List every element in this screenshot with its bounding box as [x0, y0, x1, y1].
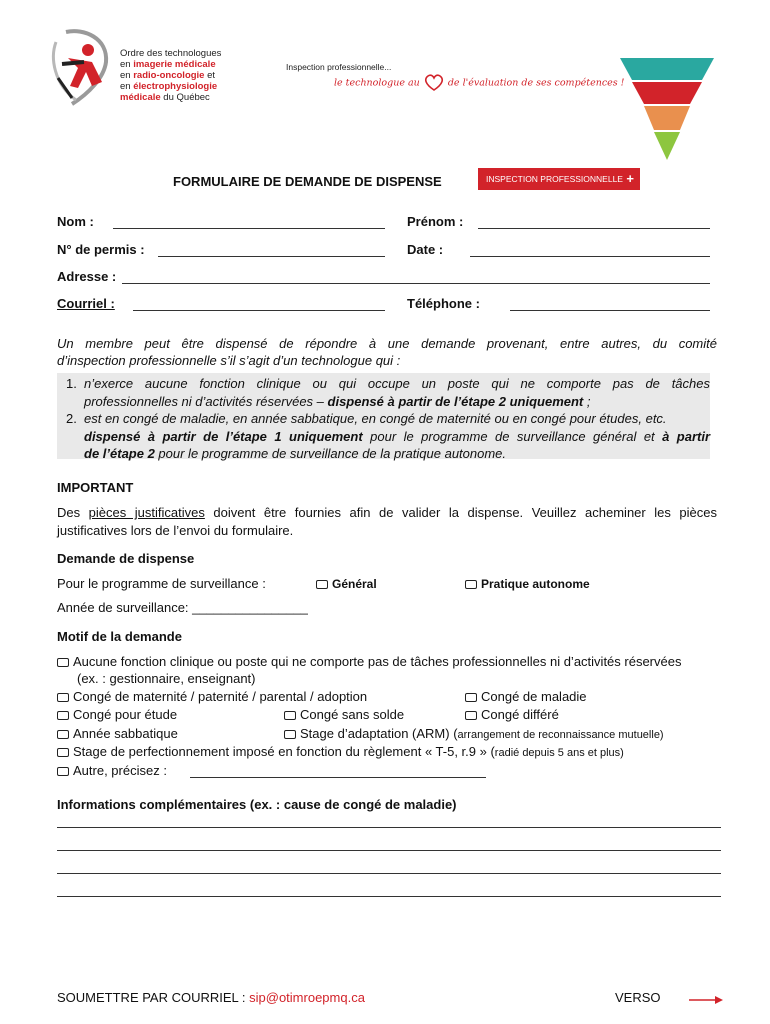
permis-field[interactable] — [158, 256, 385, 257]
badge-label: INSPECTION PROFESSIONNELLE — [486, 174, 623, 184]
courriel-field[interactable] — [133, 310, 385, 311]
motif-option-1-example: (ex. : gestionnaire, enseignant) — [77, 671, 256, 686]
nom-field[interactable] — [113, 228, 385, 229]
intro-text — [57, 335, 717, 369]
autre-field[interactable] — [190, 777, 486, 778]
logo-figure-icon — [48, 28, 114, 108]
motif-option-8[interactable]: Stage d’adaptation (ARM) (arrangement de reconnaissance mutuelle) — [284, 726, 664, 741]
inspection-badge — [478, 168, 640, 190]
autonome-option[interactable]: Pratique autonome — [465, 577, 590, 591]
motif-option-6[interactable]: Congé différé — [465, 707, 559, 722]
condition-item-1: 1. n’exerce aucune fonction clinique ou qui occupe un poste qui ne comporte pas de tâches professionnelles ni d’activités réservées – dispensé à partir de l’étape 2 uniquement ; — [66, 376, 710, 409]
logo-line: en imagerie médicale — [120, 59, 216, 70]
submit-email-link[interactable]: sip@otimroepmq.ca — [249, 990, 365, 1005]
general-option[interactable]: Général — [316, 577, 377, 591]
intro-line: d’inspection professionnelle s’il s’agit d’un technologue qui : — [57, 353, 401, 368]
demande-title: Demande de dispense — [57, 551, 195, 566]
tagline-top: Inspection professionnelle... — [286, 62, 392, 72]
motif-option-1[interactable]: Aucune fonction clinique ou poste qui ne comporte pas de tâches professionnelles ni d’activités réservées — [57, 654, 681, 669]
logo-line: en radio-oncologie et — [120, 70, 216, 81]
checkbox-icon[interactable] — [284, 711, 296, 720]
prenom-label: Prénom : — [407, 214, 464, 229]
motif-option-10[interactable]: Autre, précisez : — [57, 763, 167, 778]
checkbox-icon[interactable] — [57, 748, 69, 757]
info-title: Informations complémentaires (ex. : cause de congé de maladie) — [57, 797, 457, 812]
logo-line: Ordre des technologues — [120, 48, 222, 59]
tagline-right: de l'évaluation de ses compétences ! — [447, 77, 625, 89]
important-title: IMPORTANT — [57, 480, 134, 495]
annee-field[interactable]: Année de surveillance: ________________ — [57, 600, 308, 615]
checkbox-icon[interactable] — [57, 658, 69, 667]
checkbox-icon[interactable] — [57, 711, 69, 720]
date-field[interactable] — [470, 256, 710, 257]
logo — [48, 28, 248, 113]
checkbox-icon[interactable] — [57, 730, 69, 739]
info-line-1[interactable] — [57, 827, 721, 828]
telephone-field[interactable] — [510, 310, 710, 311]
submit-text: SOUMETTRE PAR COURRIEL : sip@otimroepmq.ca — [57, 990, 365, 1005]
verso-label: VERSO — [615, 990, 661, 1005]
info-line-4[interactable] — [57, 896, 721, 897]
adresse-label: Adresse : — [57, 269, 117, 284]
checkbox-icon[interactable] — [465, 580, 477, 589]
adresse-field[interactable] — [122, 283, 710, 284]
pyramid-icon — [618, 56, 716, 162]
conditions-list — [62, 375, 710, 463]
date-label: Date : — [407, 242, 444, 257]
motif-option-9[interactable]: Stage de perfectionnement imposé en fonction du règlement « T-5, r.9 » (radié depuis 5 ans et plus) — [57, 744, 624, 759]
checkbox-icon[interactable] — [57, 767, 69, 776]
motif-title: Motif de la demande — [57, 629, 182, 644]
checkbox-icon[interactable] — [465, 711, 477, 720]
checkbox-icon[interactable] — [316, 580, 328, 589]
important-text: Des pièces justificatives doivent être fournies afin de valider la dispense. Veuillez acheminer les pièces justificatives lors de l’envoi du formulaire. — [57, 505, 717, 538]
checkbox-icon[interactable] — [284, 730, 296, 739]
checkbox-icon[interactable] — [57, 693, 69, 702]
prenom-field[interactable] — [478, 228, 710, 229]
condition-item-2: 2. est en congé de maladie, en année sabbatique, en congé de maternité ou en congé pour études, etc. dispensé à partir de l’étape 1 uniquement pour le programme de surveillance général et à partir de l’étape 2 pour le programme de surveillance de la pratique autonome. — [66, 411, 711, 461]
nom-label: Nom : — [57, 214, 94, 229]
motif-option-3[interactable]: Congé de maladie — [465, 689, 587, 704]
logo-line: médicale du Québec — [120, 92, 210, 103]
info-line-2[interactable] — [57, 850, 721, 851]
permis-label: N° de permis : — [57, 242, 145, 257]
plus-icon: + — [626, 171, 634, 186]
telephone-label: Téléphone : — [407, 296, 480, 311]
motif-option-4[interactable]: Congé pour étude — [57, 707, 177, 722]
tagline — [286, 62, 625, 92]
intro-line: Un membre peut être dispensé de répondre à une demande provenant, entre autres, du comité — [57, 336, 717, 351]
programme-label: Pour le programme de surveillance : — [57, 576, 266, 591]
heart-icon — [423, 74, 445, 92]
arrow-right-icon[interactable] — [688, 993, 724, 1007]
motif-option-2[interactable]: Congé de maternité / paternité / parental / adoption — [57, 689, 367, 704]
motif-option-7[interactable]: Année sabbatique — [57, 726, 178, 741]
checkbox-icon[interactable] — [465, 693, 477, 702]
page-title: FORMULAIRE DE DEMANDE DE DISPENSE — [173, 174, 442, 189]
logo-line: en électrophysiologie — [120, 81, 218, 92]
info-line-3[interactable] — [57, 873, 721, 874]
courriel-label: Courriel : — [57, 296, 115, 311]
tagline-left: le technologue au — [334, 77, 420, 89]
motif-option-5[interactable]: Congé sans solde — [284, 707, 404, 722]
